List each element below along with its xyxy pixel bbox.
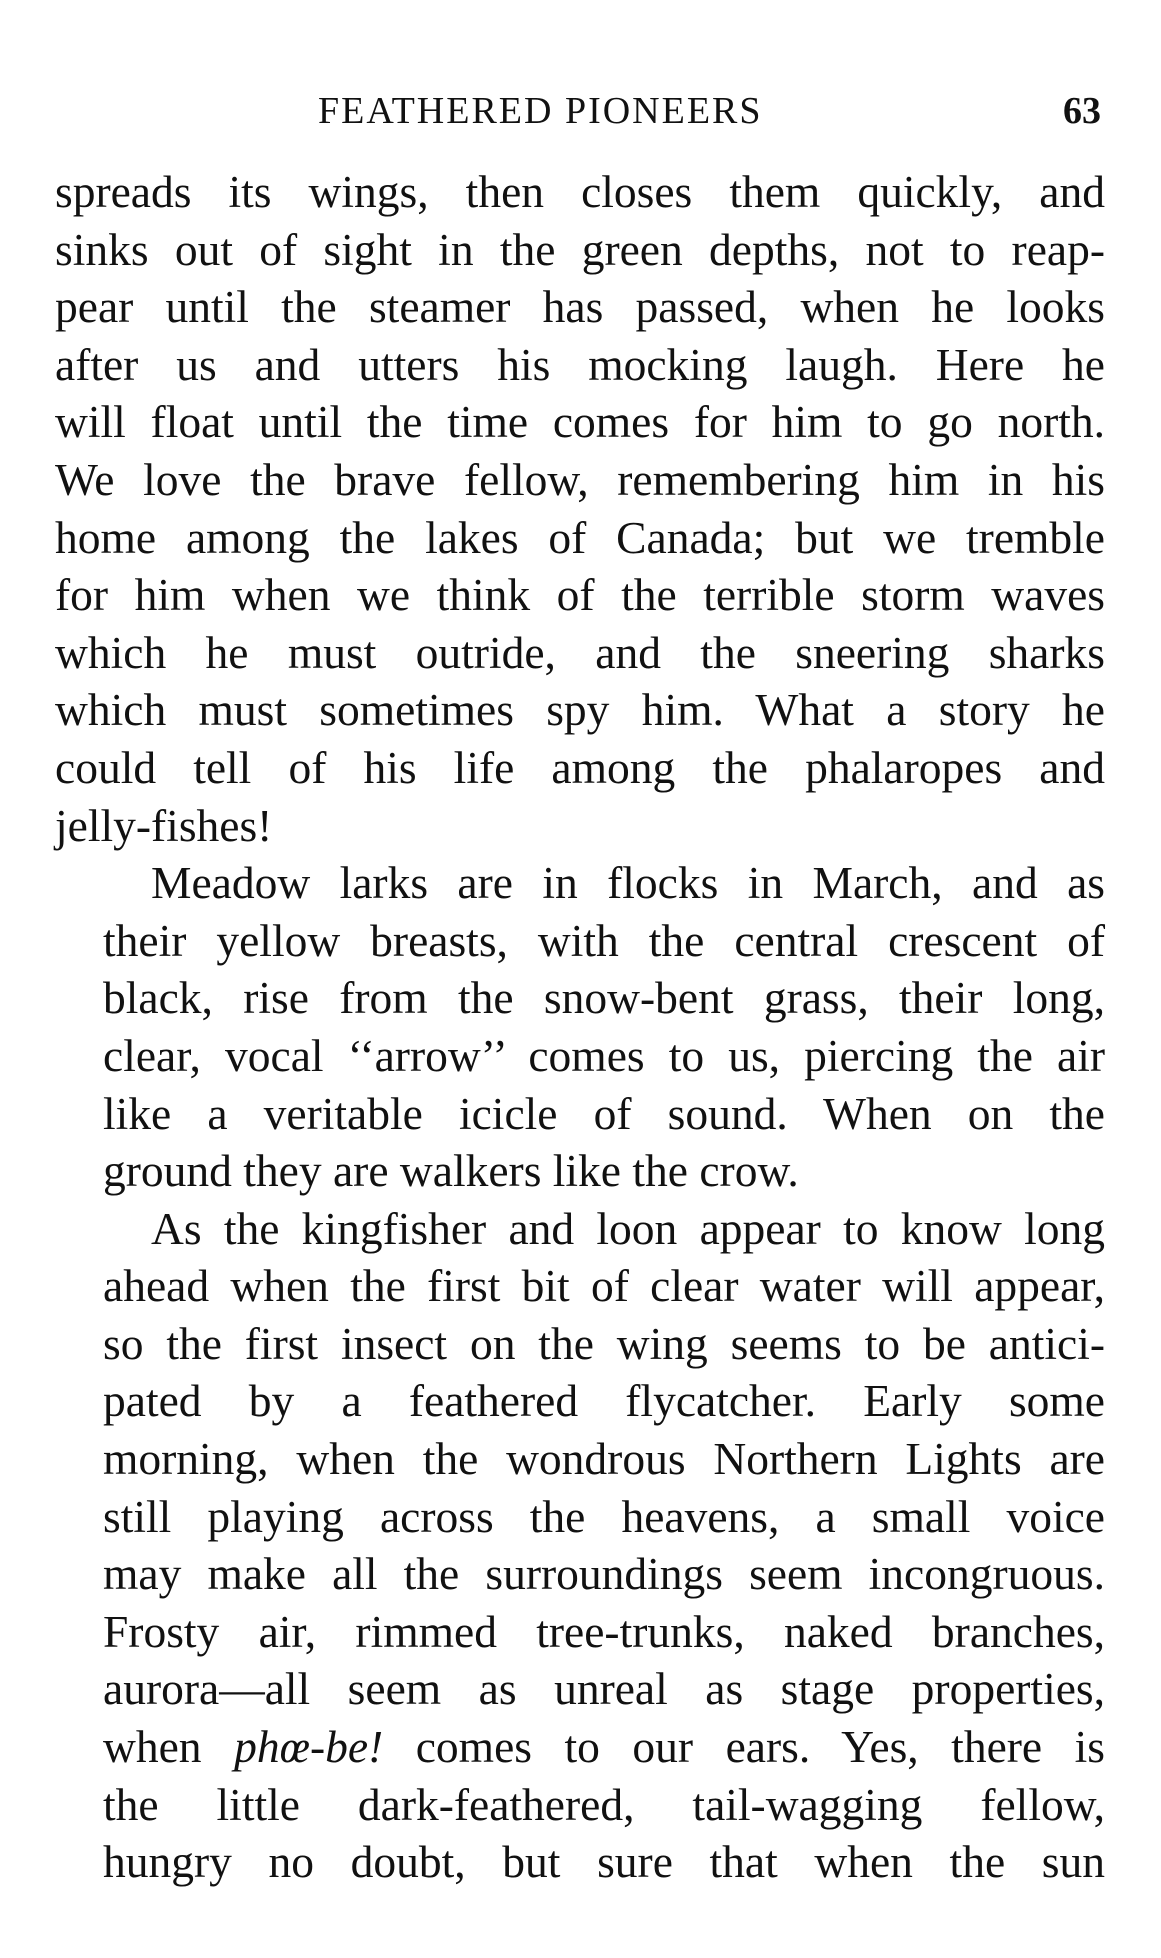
text-line: sinks out of sight in the green depths, not to reap- [55,223,1105,275]
italic-call-phoebe: phœ-be! [234,1721,384,1773]
text-line: which must sometimes spy him. What a story he [55,684,1105,736]
text-line: Meadow larks are in flocks in March, and as [151,857,1105,909]
text-fragment: when [103,1721,235,1773]
text-line-with-italic [55,1718,1105,1776]
text-line: will float until the time comes for him to go north. [55,396,1105,448]
text-line: home among the lakes of Canada; but we tremble [55,511,1105,563]
text-line: the little dark-feathered, tail-wagging fellow, [103,1778,1105,1830]
text-line: hungry no doubt, but sure that when the sun [103,1836,1105,1888]
text-line: aurora—all seem as unreal as stage properties, [103,1663,1105,1715]
text-line: could tell of his life among the phalaropes and [55,741,1105,793]
text-line: their yellow breasts, with the central crescent of [103,914,1105,966]
text-line: may make all the surroundings seem incongruous. [103,1548,1105,1600]
text-line: after us and utters his mocking laugh. Here he [55,338,1105,390]
text-fragment: comes to our ears. Yes, there is [383,1721,1105,1773]
text-line: jelly-fishes! [55,799,273,851]
text-line: still playing across the heavens, a small voice [103,1490,1105,1542]
paragraph-2 [55,854,1105,1200]
paragraph-3 [55,1200,1105,1891]
text-line: black, rise from the snow-bent grass, their long, [103,972,1105,1024]
text-line: pear until the steamer has passed, when he looks [55,281,1105,333]
text-line: for him when we think of the terrible storm waves [55,569,1105,621]
running-head [0,86,1161,136]
paragraph-1 [55,163,1105,854]
text-line: Frosty air, rimmed tree-trunks, naked branches, [103,1605,1105,1657]
text-line: which he must outride, and the sneering sharks [55,626,1105,678]
body-text [55,163,1105,1891]
text-line: spreads its wings, then closes them quickly, and [55,166,1105,217]
text-line: ground they are walkers like the crow. [103,1145,799,1197]
text-line: clear, vocal ‘‘arrow’’ comes to us, piercing the air [103,1029,1105,1081]
text-line: so the first insect on the wing seems to be antici- [103,1317,1105,1369]
text-line: We love the brave fellow, remembering him in his [55,453,1105,505]
text-line: pated by a feathered flycatcher. Early some [103,1375,1105,1427]
text-line: like a veritable icicle of sound. When on the [103,1087,1105,1139]
running-title: FEATHERED PIONEERS [318,90,763,132]
page-number: 63 [1063,90,1101,132]
text-line: morning, when the wondrous Northern Lights are [103,1433,1105,1485]
text-line: ahead when the first bit of clear water will appear, [103,1260,1105,1312]
text-line: As the kingfisher and loon appear to know long [151,1202,1105,1254]
